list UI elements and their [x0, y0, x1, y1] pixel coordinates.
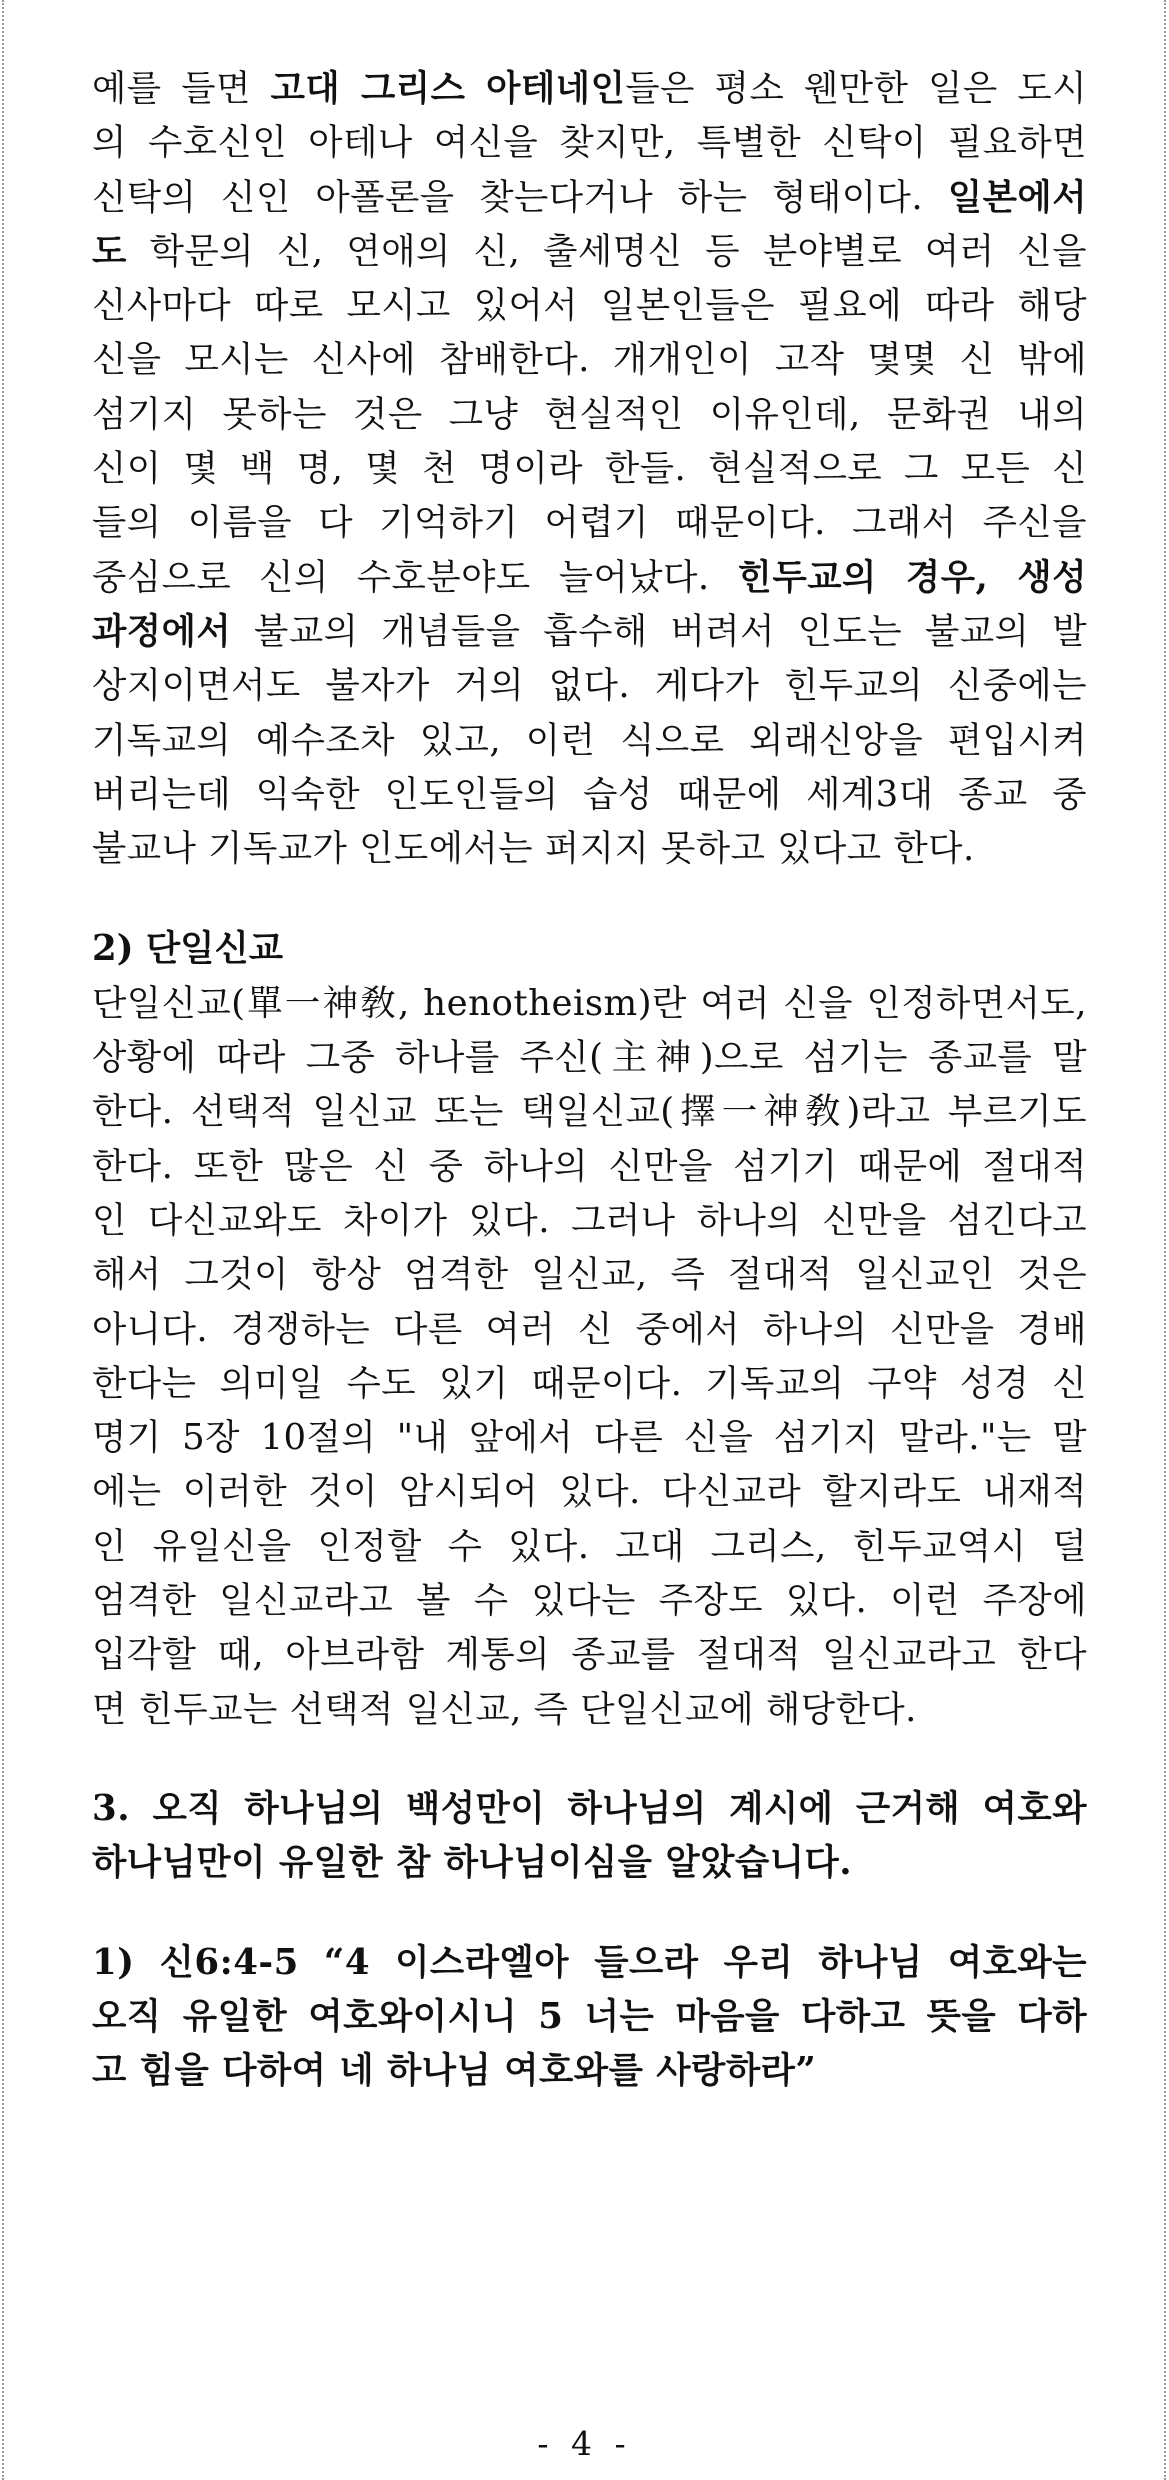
bold-phrase: 도	[92, 230, 127, 272]
bold-verse-line: 1) 신6:4-5 “4 이스라엘아 들으라 우리 하나님 여호와는	[92, 1941, 1087, 1983]
text-line: 신사마다 따로 모시고 있어서 일본인들은 필요에 따라 해당	[92, 285, 1087, 327]
text-line: 입각할 때, 아브라함 계통의 종교를 절대적 일신교라고 한다	[92, 1634, 1087, 1676]
text-line: 에는 이러한 것이 암시되어 있다. 다신교라 할지라도 내재적	[92, 1471, 1087, 1513]
text-line: 엄격한 일신교라고 볼 수 있다는 주장도 있다. 이런 주장에	[92, 1580, 1087, 1622]
text-line: 과정에서 불교의 개념들을 흡수해 버려서 인도는 불교의 발	[92, 610, 1087, 652]
text-line: 신이 몇 백 명, 몇 천 명이라 한들. 현실적으로 그 모든 신	[92, 448, 1087, 490]
paragraph-intro	[92, 62, 1087, 876]
page-number: - 4 -	[537, 2424, 632, 2463]
text-line: 불교나 기독교가 인도에서는 퍼지지 못하고 있다고 한다.	[92, 828, 975, 870]
text-line: 예를 들면 고대 그리스 아테네인들은 평소 웬만한 일은 도시	[92, 68, 1087, 109]
text-line: 면 힌두교는 선택적 일신교, 즉 단일신교에 해당한다.	[92, 1688, 917, 1730]
bold-phrase: 힌두교의 경우, 생성	[737, 556, 1087, 598]
text-line: 명기 5장 10절의 "내 앞에서 다른 신을 섬기지 말라."는 말	[92, 1417, 1087, 1459]
text-line: 해서 그것이 항상 엄격한 일신교, 즉 절대적 일신교인 것은	[92, 1254, 1087, 1296]
text-line: 신탁의 신인 아폴론을 찾는다거나 하는 형태이다. 일본에서	[92, 176, 1087, 218]
section-three-heading	[92, 1782, 1087, 1891]
text-line: 중심으로 신의 수호분야도 늘어났다. 힌두교의 경우, 생성	[92, 556, 1087, 598]
text-line: 인 유일신을 인정할 수 있다. 고대 그리스, 힌두교역시 덜	[92, 1525, 1087, 1567]
text-line: 들의 이름을 다 기억하기 어렵기 때문이다. 그래서 주신을	[92, 502, 1087, 544]
text-line: 한다. 선택적 일신교 또는 택일신교(擇一神敎)라고 부르기도	[92, 1091, 1087, 1133]
text-line: 버리는데 익숙한 인도인들의 습성 때문에 세계3대 종교 중	[92, 773, 1087, 815]
bold-phrase: 일본에서	[947, 176, 1087, 218]
right-border-line	[1164, 0, 1166, 2480]
text-line: 상지이면서도 불자가 거의 없다. 게다가 힌두교의 신중에는	[92, 665, 1087, 707]
text-line: 도 학문의 신, 연애의 신, 출세명신 등 분야별로 여러 신을	[92, 230, 1087, 272]
text-line: 단일신교(單一神敎, henotheism)란 여러 신을 인정하면서도,	[92, 982, 1087, 1024]
scripture-quote	[92, 1936, 1087, 2099]
text-line: 의 수호신인 아테나 여신을 찾지만, 특별한 신탁이 필요하면	[92, 122, 1087, 164]
bold-verse-line: 고 힘을 다하여 네 하나님 여호와를 사랑하라”	[92, 2050, 817, 2092]
text-line: 섬기지 못하는 것은 그냥 현실적인 이유인데, 문화권 내의	[92, 393, 1087, 435]
bold-heading-line: 3. 오직 하나님의 백성만이 하나님의 계시에 근거해 여호와	[92, 1787, 1087, 1829]
bold-phrase: 고대 그리스 아테네인	[270, 68, 626, 109]
section-henotheism	[92, 922, 1087, 1736]
page-content	[92, 62, 1087, 2098]
text-line: 한다. 또한 많은 신 중 하나의 신만을 섬기기 때문에 절대적	[92, 1145, 1087, 1187]
bold-heading-line: 하나님만이 유일한 참 하나님이심을 알았습니다.	[92, 1842, 853, 1884]
section-heading: 2) 단일신교	[92, 928, 284, 970]
bold-verse-line: 오직 유일한 여호와이시니 5 너는 마음을 다하고 뜻을 다하	[92, 1995, 1087, 2037]
text-line: 기독교의 예수조차 있고, 이런 식으로 외래신앙을 편입시켜	[92, 719, 1087, 761]
text-line: 신을 모시는 신사에 참배한다. 개개인이 고작 몇몇 신 밖에	[92, 339, 1087, 381]
text-line: 한다는 의미일 수도 있기 때문이다. 기독교의 구약 성경 신	[92, 1362, 1087, 1404]
bold-phrase: 과정에서	[92, 610, 232, 652]
text-line: 인 다신교와도 차이가 있다. 그러나 하나의 신만을 섬긴다고	[92, 1199, 1087, 1241]
text-line: 상황에 따라 그중 하나를 주신(主神)으로 섬기는 종교를 말	[92, 1037, 1087, 1079]
text-line: 아니다. 경쟁하는 다른 여러 신 중에서 하나의 신만을 경배	[92, 1308, 1087, 1350]
left-border-line	[2, 0, 4, 2480]
